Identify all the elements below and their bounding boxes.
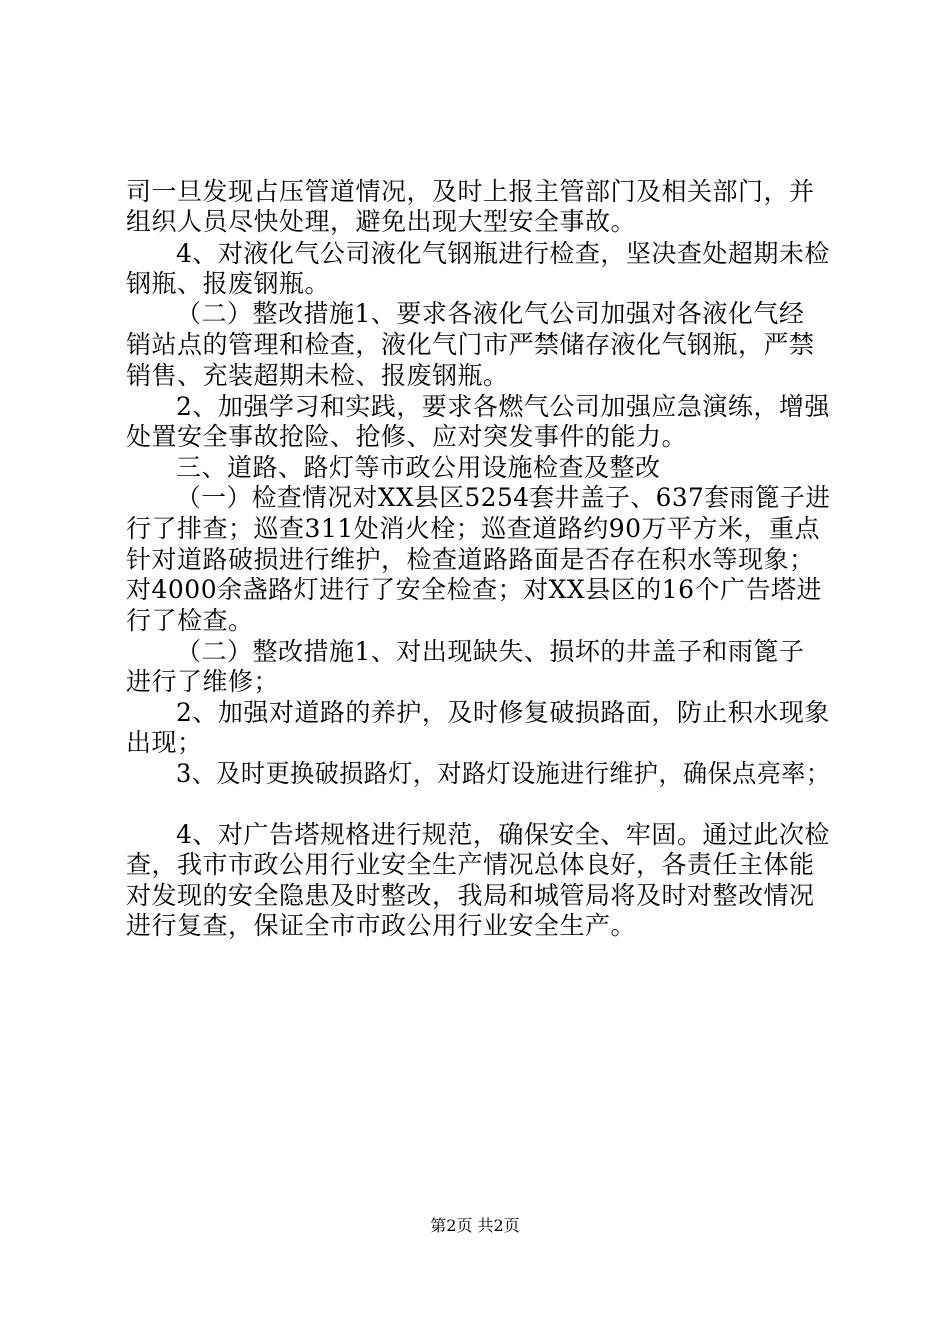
text-line: 4、对液化气公司液化气钢瓶进行检查，坚决查处超期未检 — [176, 239, 830, 268]
text-line: （二）整改措施1、要求各液化气公司加强对各液化气经 — [176, 299, 805, 328]
text-line: 2、加强对道路的养护，及时修复破损路面，防止积水现象 — [176, 698, 830, 727]
text-line: （一）检查情况对XX县区5254套井盖子、637套雨篦子进 — [176, 483, 831, 512]
text-line: 行了排查；巡查311处消火栓；巡查道路约90万平方米，重点 — [126, 514, 821, 543]
text-line: 处置安全事故抢险、抢修、应对突发事件的能力。 — [126, 422, 688, 451]
text-line: 2、加强学习和实践，要求各燃气公司加强应急演练，增强 — [176, 392, 830, 421]
text-line: 进行了维修； — [126, 667, 280, 696]
text-line: 针对道路破损进行维护，检查道路路面是否存在积水等现象； — [126, 545, 815, 574]
text-line: 行了检查。 — [126, 606, 254, 635]
page-number-footer: 第2页 共2页 — [430, 1216, 520, 1235]
text-line: 司一旦发现占压管道情况，及时上报主管部门及相关部门，并 — [126, 177, 815, 206]
text-line: 3、及时更换破损路灯，对路灯设施进行维护，确保点亮率； — [176, 759, 831, 788]
text-line: 组织人员尽快处理，避免出现大型安全事故。 — [126, 207, 637, 236]
text-line: 钢瓶、报废钢瓶。 — [126, 269, 331, 298]
text-line: 出现； — [126, 728, 203, 757]
text-line: （二）整改措施1、对出现缺失、损坏的井盖子和雨篦子 — [176, 637, 805, 666]
section-heading: 三、道路、路灯等市政公用设施检查及整改 — [176, 453, 661, 482]
text-line: 销售、充装超期未检、报废钢瓶。 — [126, 361, 509, 390]
text-line: 对发现的安全隐患及时整改，我局和城管局将及时对整改情况 — [126, 881, 815, 910]
text-line: 销站点的管理和检查，液化气门市严禁储存液化气钢瓶，严禁 — [126, 330, 815, 359]
text-line: 进行复查，保证全市市政公用行业安全生产。 — [126, 911, 637, 940]
text-line: 对4000余盏路灯进行了安全检查；对XX县区的16个广告塔进 — [126, 575, 823, 604]
text-line: 4、对广告塔规格进行规范，确保安全、牢固。通过此次检 — [176, 820, 830, 849]
text-line: 查，我市市政公用行业安全生产情况总体良好，各责任主体能 — [126, 850, 815, 879]
